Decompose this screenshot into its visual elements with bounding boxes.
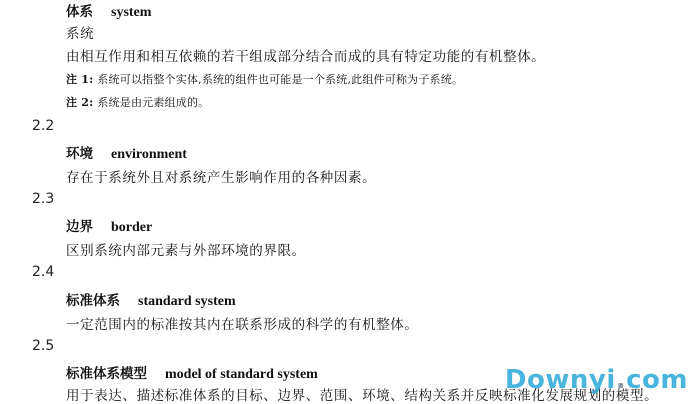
- note-2: [66, 94, 209, 110]
- term-definition-model: 用于表达、描述标准体系的目标、边界、范围、环境、结构关系并反映标准化发展规划的模型。: [66, 388, 659, 404]
- term-cn: 环境: [66, 146, 93, 162]
- term-cn: 标准体系模型: [66, 366, 147, 382]
- note-label: 注 1:: [66, 73, 94, 86]
- term-en: border: [111, 220, 153, 235]
- watermark-suffix: com: [626, 365, 688, 395]
- term-en: system: [111, 5, 152, 20]
- watermark-main: Downyi: [504, 365, 616, 395]
- section-number: 2.3: [32, 191, 55, 207]
- term-en: standard system: [138, 294, 236, 309]
- term-cn: 标准体系: [66, 293, 120, 309]
- watermark-dot: .: [615, 365, 627, 395]
- note-1: [66, 71, 463, 87]
- term-en: environment: [111, 147, 187, 162]
- term-heading-standard-system: [66, 289, 236, 310]
- term-en: model of standard system: [165, 367, 318, 382]
- term-cn: 体系: [66, 4, 93, 20]
- term-heading-model-of-standard-system: [66, 362, 318, 383]
- term-cn: 边界: [66, 219, 93, 235]
- term-definition-standard-system: 一定范围内的标准按其内在联系形成的科学的有机整体。: [66, 317, 419, 333]
- section-number: 2.4: [32, 264, 55, 280]
- term-synonym: 系统: [66, 26, 95, 42]
- note-label: 注 2:: [66, 96, 94, 109]
- term-heading-environment: [66, 142, 187, 163]
- section-number: 2.5: [32, 338, 55, 354]
- note-text: 系统是由元素组成的。: [97, 96, 210, 109]
- note-text: 系统可以指整个实体,系统的组件也可能是一个系统,此组件可称为子系统。: [97, 73, 464, 86]
- term-definition-environment: 存在于系统外且对系统产生影响作用的各种因素。: [66, 170, 377, 186]
- term-heading-system: [66, 0, 151, 21]
- section-number: 2.2: [32, 118, 55, 134]
- term-heading-border: [66, 215, 152, 236]
- term-definition-border: 区别系统内部元素与外部环境的界限。: [66, 243, 306, 259]
- watermark-logo: [505, 365, 688, 395]
- term-definition-system: 由相互作用和相互依赖的若干组成部分结合而成的具有特定功能的有机整体。: [66, 49, 546, 65]
